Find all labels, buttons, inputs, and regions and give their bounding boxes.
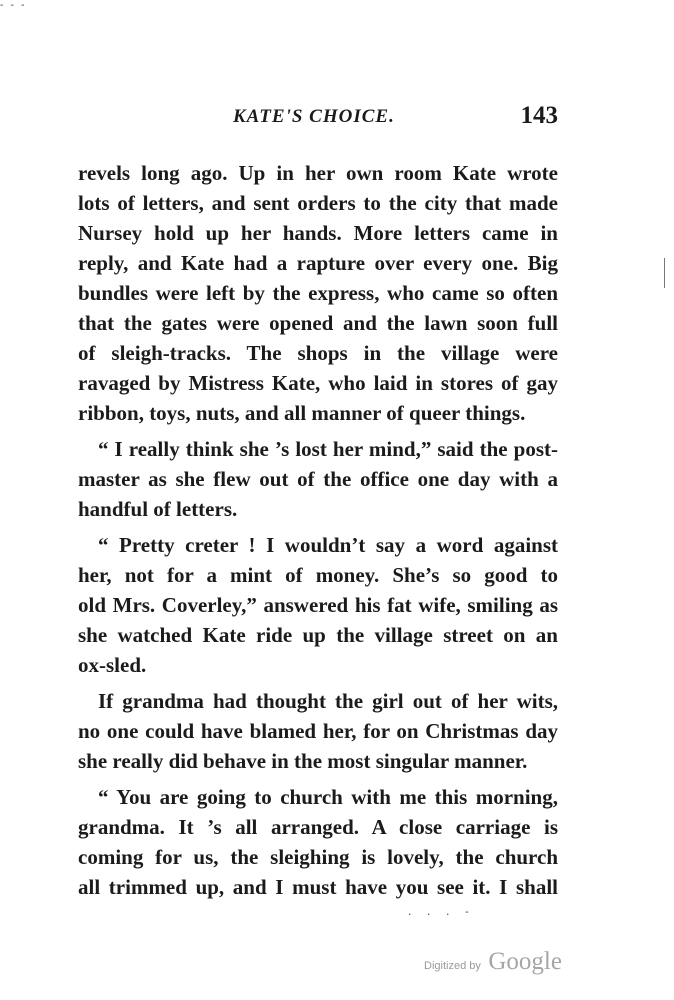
- scan-dots: . . . -: [408, 905, 475, 918]
- text-line: lots of letters, and sent orders to the city that made: [78, 191, 558, 215]
- page-edge-mark: [664, 258, 665, 288]
- text-line: If grandma had thought the girl out of her wits,: [98, 689, 558, 713]
- text-line: master as she flew out of the office one day with a: [78, 467, 558, 491]
- text-line: she watched Kate ride up the village street on an: [78, 623, 558, 647]
- text-line: no one could have blamed her, for on Christmas day: [78, 719, 558, 743]
- text-line: old Mrs. Coverley,” answered his fat wife, smiling as: [78, 593, 558, 617]
- text-line: Nursey hold up her hands. More letters came in: [78, 221, 558, 245]
- text-line: bundles were left by the express, who came so often: [78, 281, 558, 305]
- text-line: “ You are going to church with me this morning,: [98, 785, 558, 809]
- page-header: [78, 102, 558, 136]
- page-body: [78, 158, 558, 902]
- text-line: of sleigh-tracks. The shops in the village were: [78, 341, 558, 365]
- text-line: all trimmed up, and I must have you see it. I shall: [78, 875, 558, 899]
- text-line: handful of letters.: [78, 497, 238, 521]
- text-line: grandma. It ’s all arranged. A close carriage is: [78, 815, 558, 839]
- text-line: “ I really think she ’s lost her mind,” said the post-: [98, 437, 558, 461]
- text-line: revels long ago. Up in her own room Kate wrote: [78, 161, 558, 185]
- text-line: coming for us, the sleighing is lovely, the church: [78, 845, 558, 869]
- text-line: reply, and Kate had a rapture over every one. Big: [78, 251, 558, 275]
- watermark-prefix: Digitized by: [424, 960, 481, 972]
- running-head-title: KATE'S CHOICE.: [233, 106, 395, 127]
- text-line: that the gates were opened and the lawn soon full: [78, 311, 558, 335]
- text-line: her, not for a mint of money. She’s so good to: [78, 563, 558, 587]
- scan-mark: - - -: [0, 0, 27, 11]
- text-line: ox-sled.: [78, 653, 147, 677]
- digitized-watermark: [424, 948, 562, 976]
- text-line: “ Pretty creter ! I wouldn’t say a word against: [98, 533, 558, 557]
- page-number: 143: [520, 102, 558, 129]
- text-line: she really did behave in the most singular manner.: [78, 749, 528, 773]
- google-logo: Google: [488, 948, 562, 975]
- text-line: ribbon, toys, nuts, and all manner of queer things.: [78, 401, 526, 425]
- text-line: ravaged by Mistress Kate, who laid in stores of gay: [78, 371, 558, 395]
